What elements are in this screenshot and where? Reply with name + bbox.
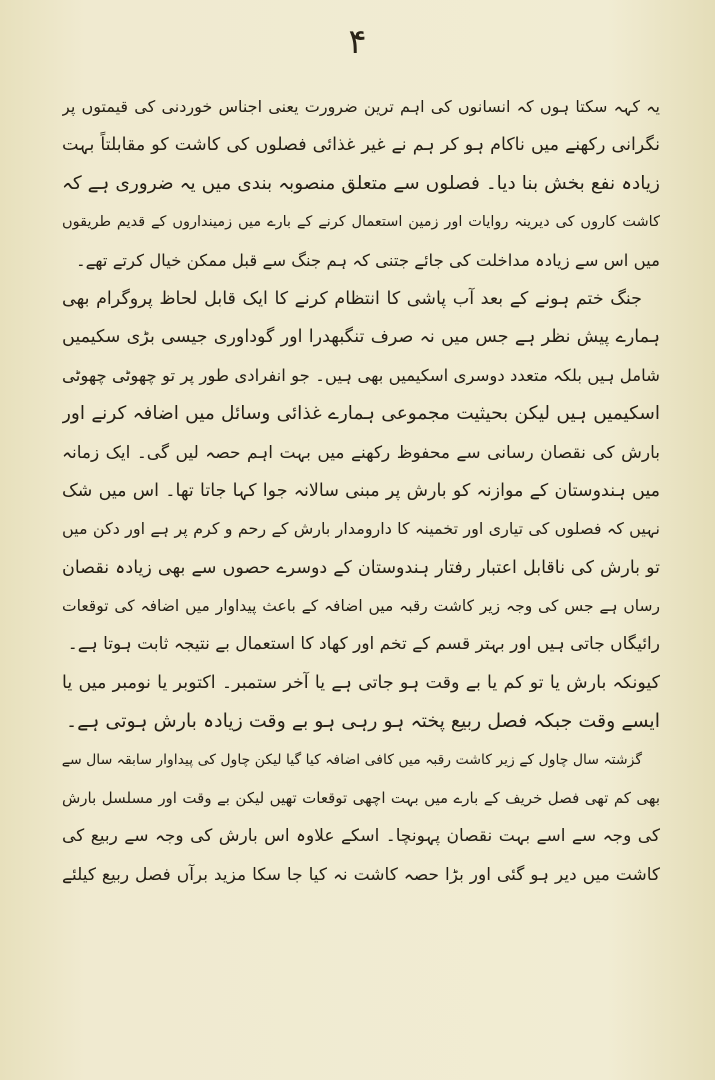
body-text [62, 88, 660, 1048]
text-line: گزشتہ سال چاول کے زیر کاشت رقبہ میں کافی اضافہ کیا گیا لیکن چاول کی پیداوار سابقہ سال سے [62, 751, 642, 768]
text-line: جنگ ختم ہونے کے بعد آب پاشی کا انتظام کرنے کا ایک قابل لحاظ پروگرام بھی [62, 288, 642, 309]
text-line: کی وجہ سے اسے بہت نقصان پہونچا۔ اسکے علاوہ اس بارش کی وجہ سے ربیع کی [62, 826, 660, 847]
text-line: نگرانی رکھنے میں ناکام ہو کر ہم نے غیر غذائی فصلوں کی کاشت کو مقابلتاً بہت [62, 135, 660, 156]
text-line: زیادہ نفع بخش بنا دیا۔ فصلوں سے متعلق منصوبہ بندی میں یہ ضروری ہے کہ [62, 172, 660, 194]
text-line: کیونکہ بارش یا تو کم یا بے وقت ہو جاتی ہے یا آخر ستمبر۔ اکتوبر یا نومبر میں یا [62, 672, 660, 693]
text-line: کاشت میں دیر ہو گئی اور بڑا حصہ کاشت نہ کیا جا سکا مزید برآں فصل ربیع کیلئے [62, 864, 660, 885]
text-line: تو بارش کی ناقابل اعتبار رفتار ہندوستان کے دوسرے حصوں سے بھی زیادہ نقصان [62, 557, 660, 578]
text-line: رساں ہے جس کی وجہ زیر کاشت رقبہ میں اضافہ کے باعث پیداوار میں اضافہ کی توقعات [62, 597, 660, 616]
text-line: بارش کی نقصان رسانی سے محفوظ رکھنے میں بہت اہم حصہ لیں گی۔ ایک زمانہ [62, 442, 660, 463]
text-line: بھی کم تھی فصل خریف کے بارے میں بہت اچھی توقعات تھیں لیکن بے وقت اور مسلسل بارش [62, 789, 660, 808]
page-number: ۴ [348, 22, 367, 62]
text-line: کاشت کاروں کی دیرینہ روایات اور زمین استعمال کرنے کے بارے میں زمینداروں کے قدیم طریقوں [62, 214, 660, 231]
text-line: شامل ہیں بلکہ متعدد دوسری اسکیمیں بھی ہیں۔ جو انفرادی طور پر تو چھوٹی چھوٹی [62, 365, 660, 385]
text-line: ہمارے پیش نظر ہے جس میں نہ صرف تنگبھدرا اور گوداوری جیسی بڑی سکیمیں [62, 327, 660, 348]
text-line: میں ہندوستان کے موازنہ کو بارش پر مبنی سالانہ جوا کہا جاتا تھا۔ اس میں شک [62, 480, 660, 501]
text-line: رائیگاں جاتی ہیں اور بہتر قسم کے تخم اور کھاد کا استعمال بے نتیجہ ثابت ہوتا ہے۔ [67, 634, 660, 655]
text-line: نہیں کہ فصلوں کی تیاری اور تخمینہ کا دارومدار بارش کے رحم و کرم پر ہے اور دکن میں [62, 519, 660, 539]
text-line: ایسے وقت جبکہ فصل ربیع پختہ ہو رہی ہو بے وقت زیادہ بارش ہوتی ہے۔ [65, 710, 660, 733]
text-line: یہ کہہ سکتا ہوں کہ انسانوں کی اہم ترین ضرورت یعنی اجناس خوردنی کی قیمتوں پر [62, 97, 660, 116]
text-line: میں اس سے زیادہ مداخلت کی جائے جتنی کہ ہم جنگ سے قبل ممکن خیال کرتے تھے۔ [75, 250, 660, 270]
text-line: اسکیمیں ہیں لیکن بحیثیت مجموعی ہمارے غذائی وسائل میں اضافہ کرنے اور [62, 403, 660, 425]
